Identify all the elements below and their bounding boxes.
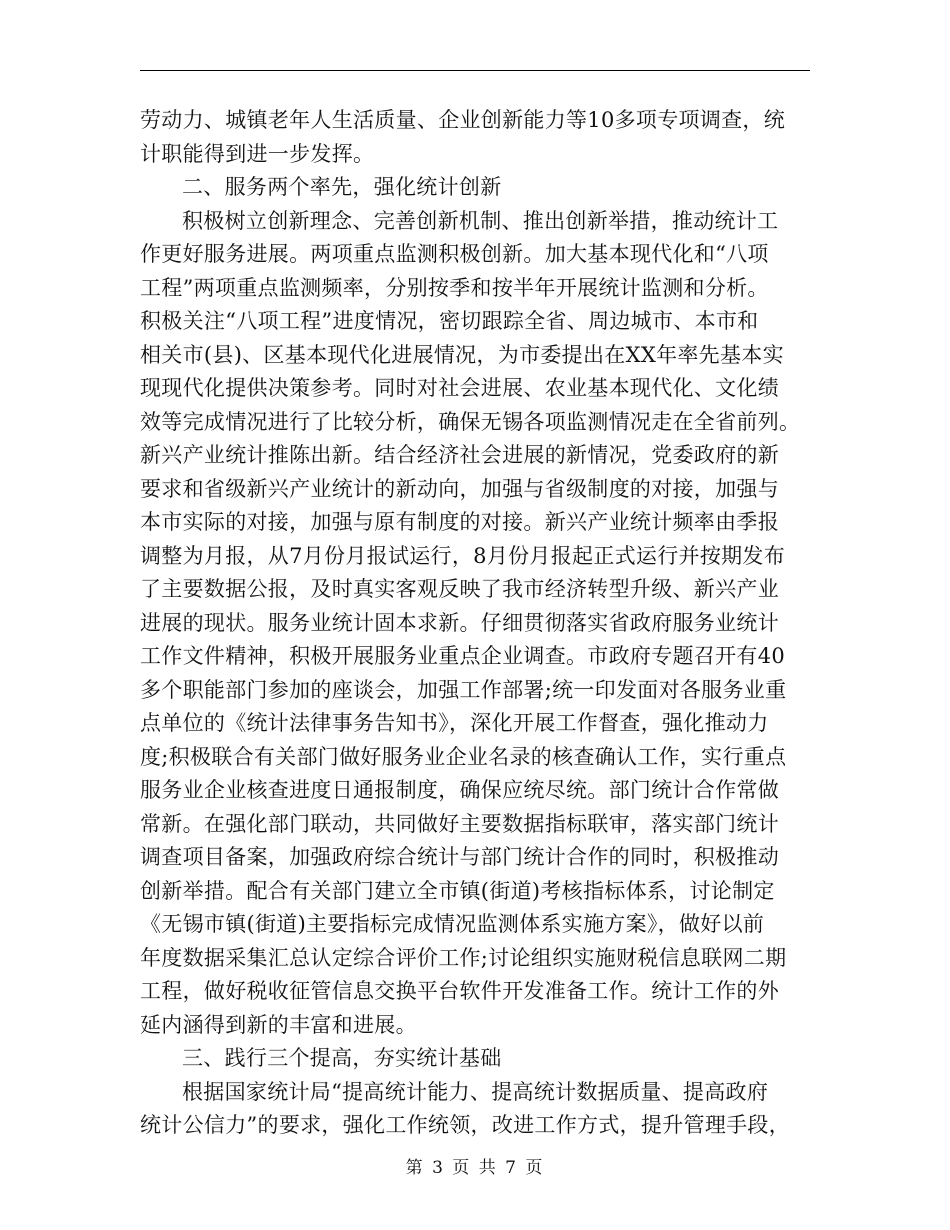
text-line: 年度数据采集汇总认定综合评价工作;讨论组织实施财税信息联网二期	[140, 945, 787, 970]
text-line: 作更好服务进展。两项重点监测积极创新。加大基本现代化和“八项	[140, 242, 769, 266]
text-line: 延内涵得到新的丰富和进展。	[140, 1012, 417, 1037]
text-line: 计职能得到进一步发挥。	[140, 141, 375, 166]
text-line: 多个职能部门参加的座谈会，加强工作部署;统一印发面对各服务业重	[140, 677, 787, 702]
header-rule	[140, 70, 810, 71]
text-line: 根据国家统计局“提高统计能力、提高统计数据质量、提高政府	[182, 1079, 769, 1104]
text-line: 工程，做好税收征管信息交换平台软件开发准备工作。统计工作的外	[140, 979, 779, 1003]
text-line: 二、服务两个率先，强化统计创新	[182, 175, 502, 199]
text-line: 工作文件精神，积极开展服务业重点企业调查。市政府专题召开有40	[140, 644, 786, 668]
text-line: 积极关注“八项工程”进度情况，密切跟踪全省、周边城市、本市和	[140, 309, 759, 333]
text-line: 要求和省级新兴产业统计的新动向，加强与省级制度的对接，加强与	[140, 476, 779, 501]
text-line: 劳动力、城镇老年人生活质量、企业创新能力等10多项专项调查，统	[140, 108, 786, 132]
text-line: 效等完成情况进行了比较分析，确保无锡各项监测情况走在全省前列。	[140, 409, 801, 434]
text-line: 三、践行三个提高，夯实统计基础	[182, 1046, 502, 1070]
text-line: 度;积极联合有关部门做好服务业企业名录的核查确认工作，实行重点	[140, 744, 787, 769]
text-line: 新兴产业统计推陈出新。结合经济社会进展的新情况，党委政府的新	[140, 443, 779, 467]
text-line: 调查项目备案，加强政府综合统计与部门统计合作的同时，积极推动	[140, 845, 779, 869]
text-line: 统计公信力”的要求，强化工作统领，改进工作方式，提升管理手段，	[140, 1113, 791, 1137]
text-line: 积极树立创新理念、完善创新机制、推出创新举措，推动统计工	[182, 208, 779, 233]
text-line: 服务业企业核查进度日通报制度，确保应统尽统。部门统计合作常做	[140, 778, 779, 802]
text-line: 点单位的《统计法律事务告知书》，深化开展工作督查，强化推动力	[140, 711, 769, 735]
text-line: 了主要数据公报，及时真实客观反映了我市经济转型升级、新兴产业	[140, 577, 779, 601]
body-text	[140, 104, 812, 1143]
page-footer: 第 3 页 共 7 页	[405, 1158, 545, 1178]
text-line: 现现代化提供决策参考。同时对社会进展、农业基本现代化、文化绩	[140, 376, 779, 400]
text-line: 工程”两项重点监测频率，分别按季和按半年开展统计监测和分析。	[140, 275, 769, 300]
text-line: 本市实际的对接，加强与原有制度的对接。新兴产业统计频率由季报	[140, 510, 779, 534]
text-line: 调整为月报，从7月份月报试运行，8月份月报起正式运行并按期发布	[140, 543, 786, 568]
text-line: 常新。在强化部门联动，共同做好主要数据指标联审，落实部门统计	[140, 811, 779, 836]
text-line: 进展的现状。服务业统计固本求新。仔细贯彻落实省政府服务业统计	[140, 610, 779, 635]
text-line: 创新举措。配合有关部门建立全市镇(街道)考核指标体系，讨论制定	[140, 878, 775, 903]
text-line: 相关市(县)、区基本现代化进展情况，为市委提出在XX年率先基本实	[140, 342, 784, 367]
text-line: 《无锡市镇(街道)主要指标完成情况监测体系实施方案》，做好以前	[140, 912, 765, 936]
